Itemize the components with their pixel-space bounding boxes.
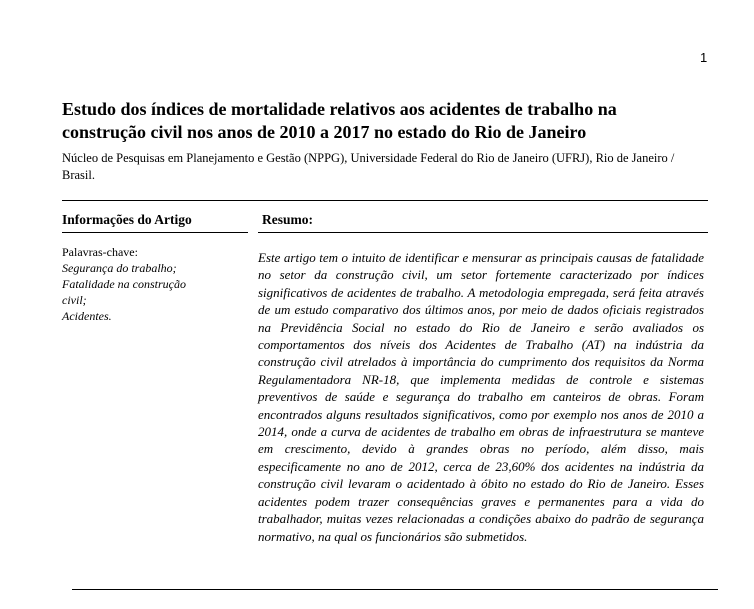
top-divider xyxy=(62,200,708,201)
keyword-item: Acidentes. xyxy=(62,309,112,323)
keyword-item: Fatalidade na construção civil; xyxy=(62,277,186,307)
abstract-text: Este artigo tem o intuito de identificar e mensurar as principais causas de fatalidade no setor da construção civil, um setor fortemente caracterizado por índices significativos de acidentes de trabalho. A metodologia empregada, será feita através de um estudo comparativo dos últimos anos, por meio de dados oficiais registrados na Previdência Social no estado do Rio de Janeiro e serão avaliados os comportamentos dos níveis dos Acidentes de Trabalho (AT) na indústria da construção civil atrelados à importância do cumprimento dos requisitos da Norma Regulamentadora NR-18, que implementa medidas de controle e sistemas preventivos de saúde e segurança do trabalho em canteiros de obras. Foram encontrados alguns resultados significativos, como por exemplo nos anos de 2010 a 2014, onde a curva de acidentes de trabalho em obras de infraestrutura se manteve em crescimento, devido à grandes obras no período, além disso, mais especificamente no ano de 2012, cerca de 23,60% dos acidentes na indústria da construção civil levaram o acidentado à óbito no estado do Rio de Janeiro. Esses acidentes podem trazer consequências graves e permanentes para a vida do trabalhador, muitas vezes relacionadas a condições abaixo do padrão de segurança normativo, na qual os funcionários são submetidos. xyxy=(258,250,704,544)
author-affiliation: Núcleo de Pesquisas em Planejamento e Gestão (NPPG), Universidade Federal do Rio de Janeiro (UFRJ), Rio de Janeiro / Brasil. xyxy=(62,151,675,182)
keywords-block xyxy=(62,244,212,324)
bottom-divider xyxy=(72,589,718,590)
abstract-heading: Resumo: xyxy=(262,212,313,227)
page-number: 1 xyxy=(700,50,708,65)
paper-title: Estudo dos índices de mortalidade relativos aos acidentes de trabalho na construção civil nos anos de 2010 a 2017 no estado do Rio de Janeiro xyxy=(62,99,617,142)
keywords-label: Palavras-chave: xyxy=(62,245,138,259)
abstract-divider xyxy=(258,232,708,233)
keyword-item: Segurança do trabalho; xyxy=(62,261,177,275)
article-info-divider xyxy=(62,232,248,233)
article-info-heading: Informações do Artigo xyxy=(62,212,192,227)
